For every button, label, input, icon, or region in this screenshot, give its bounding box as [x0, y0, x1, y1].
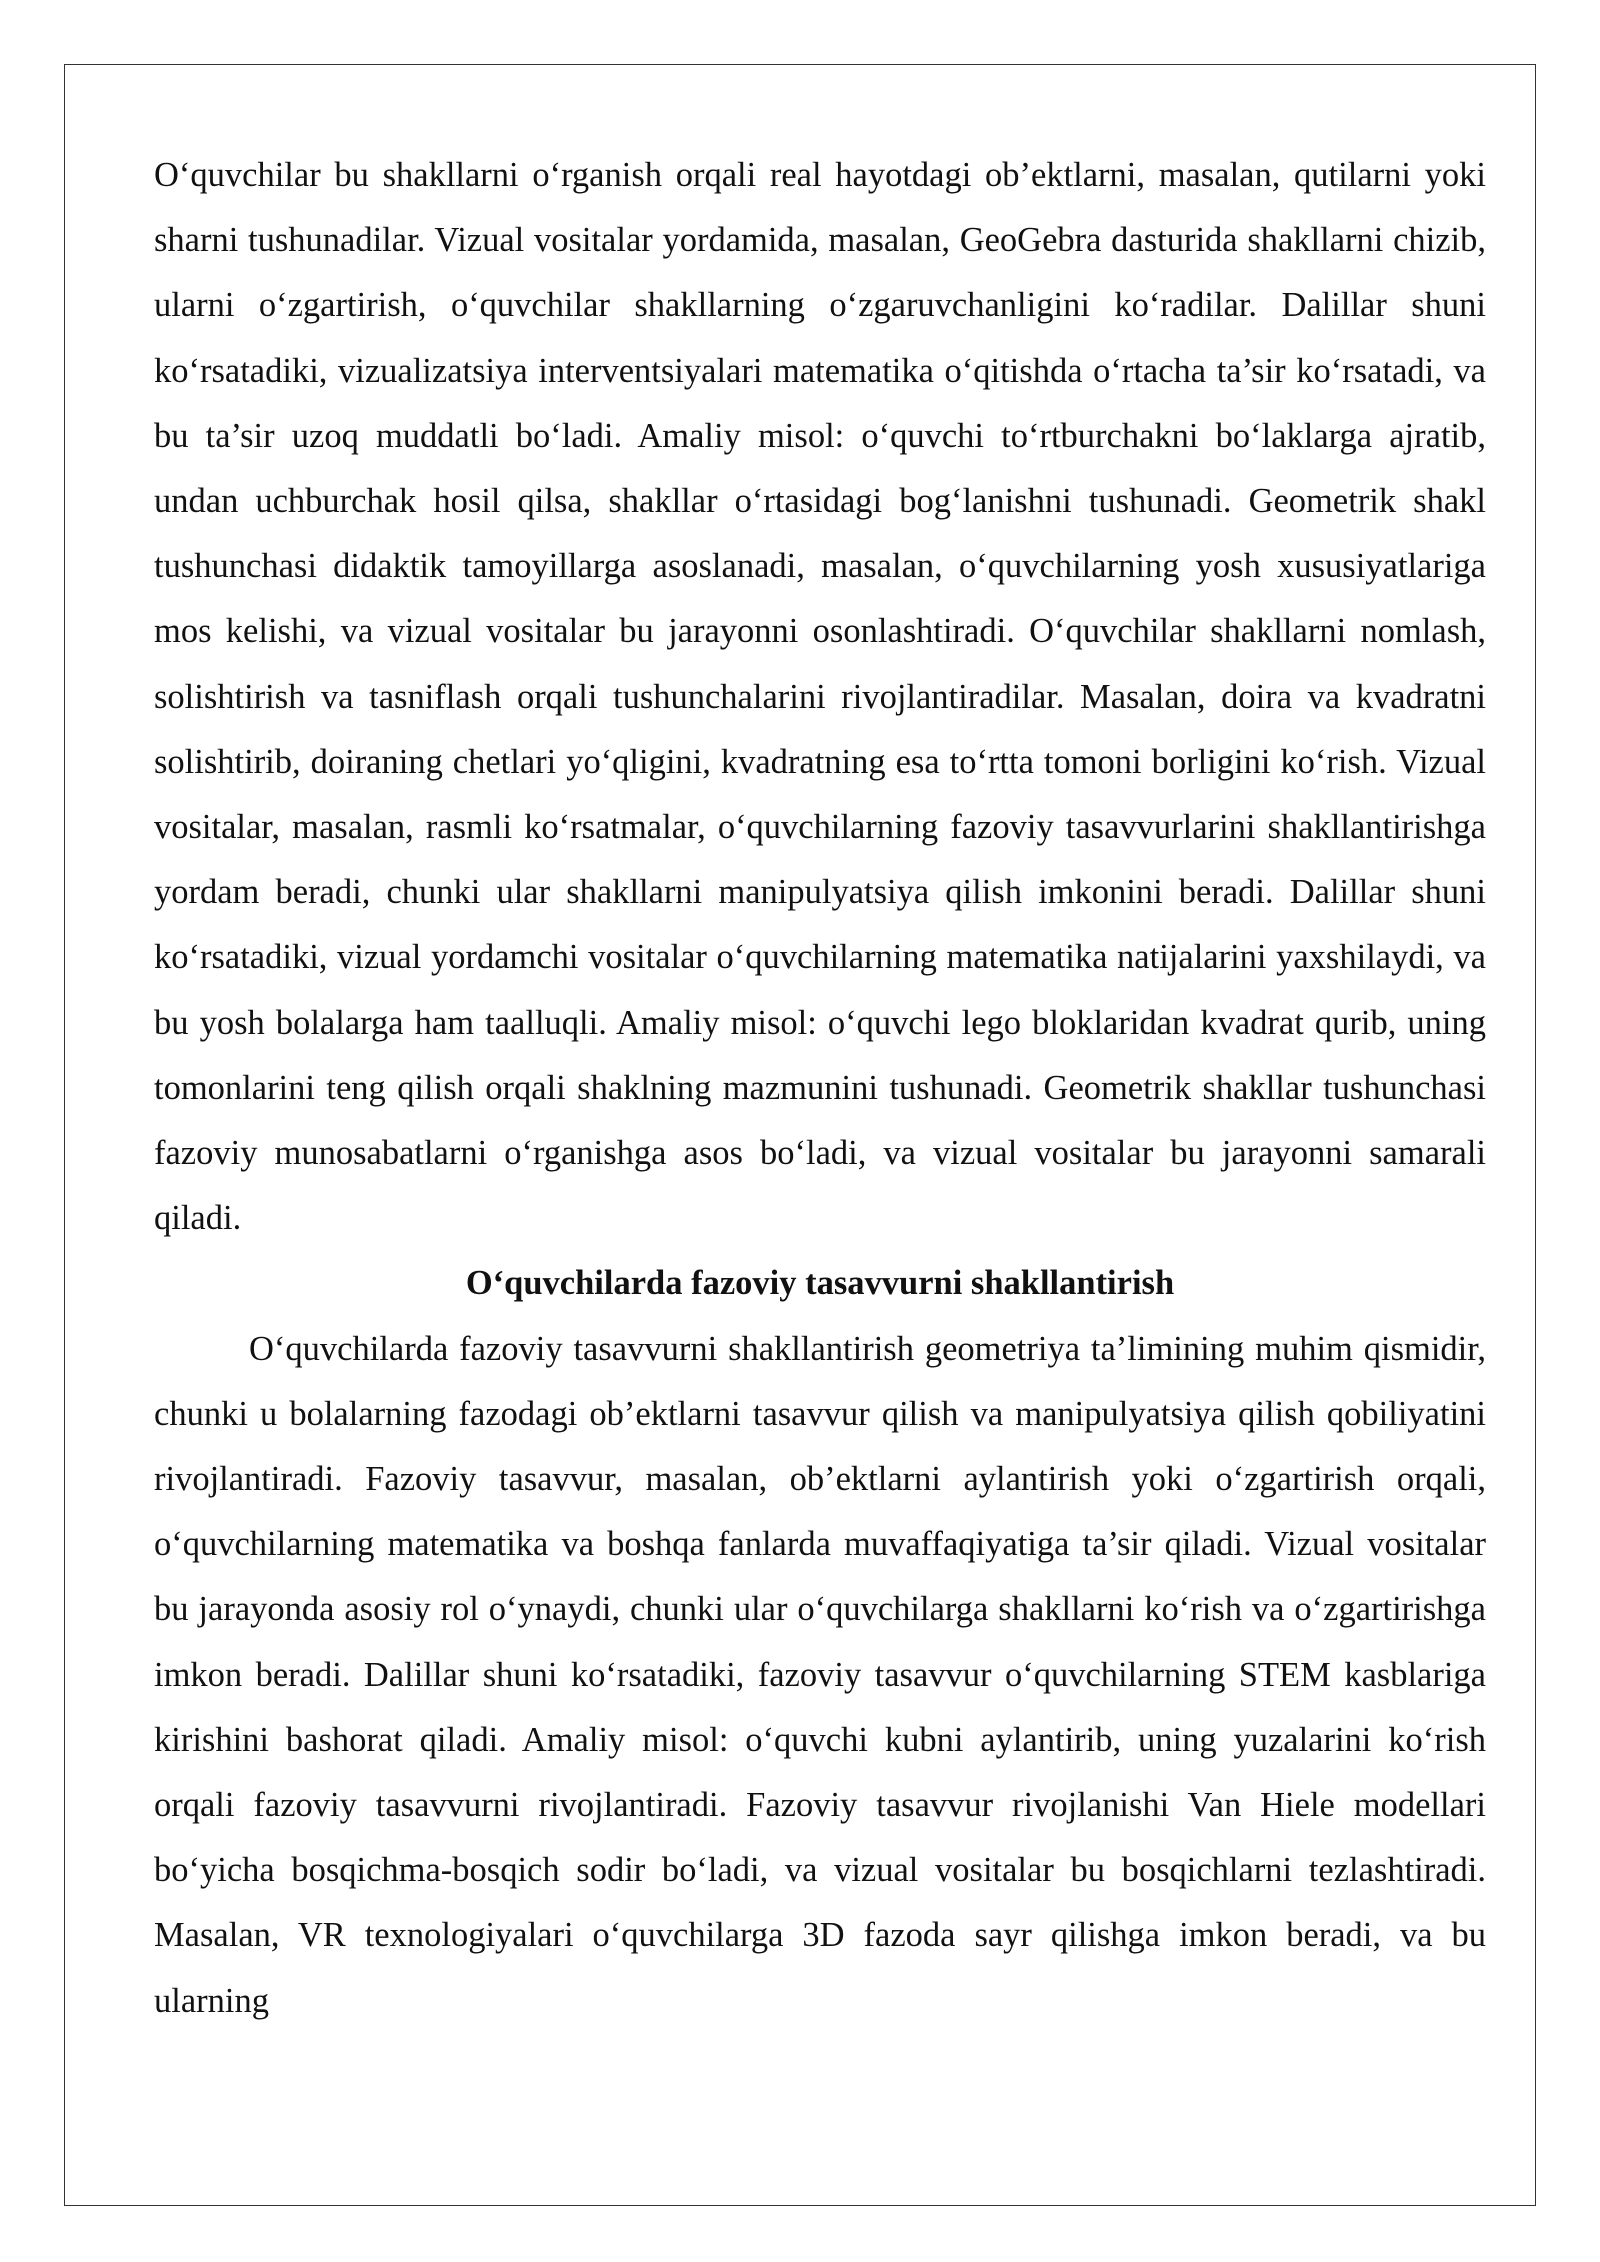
section-heading: O‘quvchilarda fazoviy tasavvurni shakllantirish: [465, 1264, 1175, 1303]
paragraph-body: O‘quvchilar bu shakllarni o‘rganish orqali real hayotdagi ob’ektlarni, masalan, qutilarni yoki sharni tushunadilar. Vizual vositalar yordamida, masalan, GeoGebra dasturida shakllarni chizib, ularni o‘zgartirish, o‘quvchilar shakllarning o‘zgaruvchanligini ko‘radilar. Dalillar shuni ko‘rsatadiki, vizualizatsiya interventsiyalari matematika o‘qitishda o‘rtacha ta’sir ko‘rsatadi, va bu ta’sir uzoq muddatli bo‘ladi. Amaliy misol: o‘quvchi to‘rtburchakni bo‘laklarga ajratib, undan uchburchak hosil qilsa, shakllar o‘rtasidagi bog‘lanishni tushunadi. Geometrik shakl tushunchasi didaktik tamoyillarga asoslanadi, masalan, o‘quvchilarning yosh xususiyatlariga mos kelishi, va vizual vositalar bu jarayonni osonlashtiradi. O‘quvchilar shakllarni nomlash, solishtirish va tasniflash orqali tushunchalarini rivojlantiradilar. Masalan, doira va kvadratni solishtirib, doiraning chetlari yo‘qligini, kvadratning esa to‘rtta tomoni borligini ko‘rish. Vizual vositalar, masalan, rasmli ko‘rsatmalar, o‘quvchilarning fazoviy tasavvurlarini shakllantirishga yordam beradi, chunki ular shakllarni manipulyatsiya qilish imkonini beradi. Dalillar shuni ko‘rsatadiki, vizual yordamchi vositalar o‘quvchilarning matematika natijalarini yaxshilaydi, va bu yosh bolalarga ham taalluqli. Amaliy misol: o‘quvchi lego bloklaridan kvadrat qurib, uning tomonlarini teng qilish orqali shaklning mazmunini tushunadi. Geometrik shakllar tushunchasi fazoviy munosabatlarni o‘rganishga asos bo‘ladi, va vizual vositalar bu jarayonni samarali qiladi.: [154, 156, 1486, 1238]
document-body: [154, 143, 1486, 2034]
paragraph-body: O‘quvchilarda fazoviy tasavvurni shakllantirish geometriya ta’limining muhim qismidir, chunki u bolalarning fazodagi ob’ektlarni tasavvur qilish va manipulyatsiya qilish qobiliyatini rivojlantiradi. Fazoviy tasavvur, masalan, ob’ektlarni aylantirish yoki o‘zgartirish orqali, o‘quvchilarning matematika va boshqa fanlarda muvaffaqiyatiga ta’sir qiladi. Vizual vositalar bu jarayonda asosiy rol o‘ynaydi, chunki ular o‘quvchilarga shakllarni ko‘rish va o‘zgartirishga imkon beradi. Dalillar shuni ko‘rsatadiki, fazoviy tasavvur o‘quvchilarning STEM kasblariga kirishini bashorat qiladi. Amaliy misol: o‘quvchi kubni aylantirib, uning yuzalarini ko‘rish orqali fazoviy tasavvurni rivojlantiradi. Fazoviy tasavvur rivojlanishi Van Hiele modellari bo‘yicha bosqichma-bosqich sodir bo‘ladi, va vizual vositalar bu bosqichlarni tezlashtiradi. Masalan, VR texnologiyalari o‘quvchilarga 3D fazoda sayr qilishga imkon beradi, va bu ularning: [154, 1329, 1486, 2020]
